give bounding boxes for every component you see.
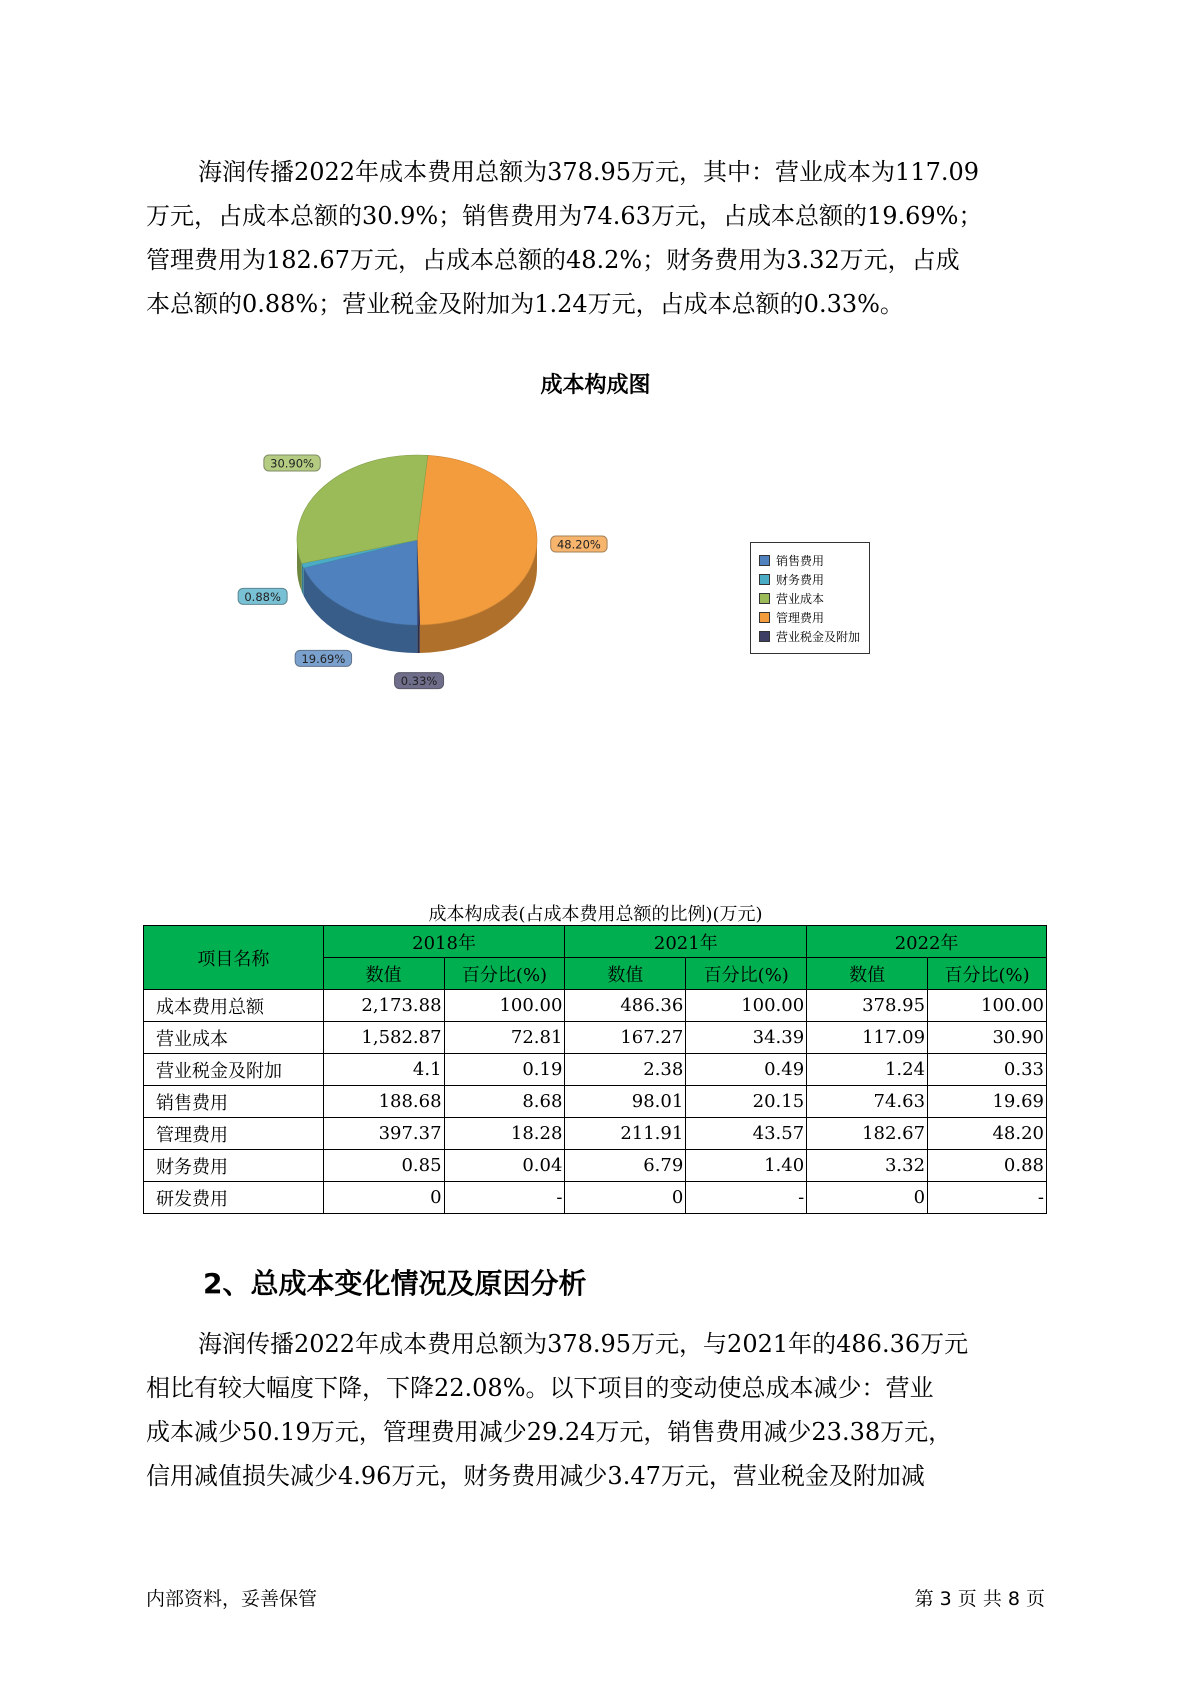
chart-legend [750,542,870,654]
pie-label-text: 48.20% [556,537,601,552]
cell-pct: - [928,1182,1047,1214]
pie-data-label [295,650,351,666]
cell-value: 2.38 [565,1054,686,1086]
legend-label: 营业成本 [776,592,825,606]
cell-value: 1.24 [807,1054,928,1086]
cell-value: 74.63 [807,1086,928,1118]
table-row [144,990,1047,1022]
section-paragraph [146,1322,1056,1498]
header-value: 数值 [807,958,928,990]
cost-table [143,925,1047,1214]
cell-pct: 72.81 [444,1022,565,1054]
cell-value: 0 [565,1182,686,1214]
cell-value: 182.67 [807,1118,928,1150]
intro-paragraph [146,150,1056,326]
cell-pct: 0.49 [686,1054,807,1086]
cell-pct: 20.15 [686,1086,807,1118]
cell-pct: 1.40 [686,1150,807,1182]
cell-pct: 34.39 [686,1022,807,1054]
cell-pct: 100.00 [444,990,565,1022]
legend-item [759,608,861,627]
legend-label: 销售费用 [776,554,825,568]
section-line: 信用减值损失减少4.96万元，财务费用减少3.47万元，营业税金及附加减 [146,1462,925,1490]
cell-value: 3.32 [807,1150,928,1182]
table-row [144,1150,1047,1182]
cell-value: 0 [807,1182,928,1214]
cell-pct: 48.20 [928,1118,1047,1150]
row-name: 营业成本 [144,1022,324,1054]
legend-swatch [759,574,770,585]
legend-swatch [759,612,770,623]
cell-pct: 43.57 [686,1118,807,1150]
cell-value: 117.09 [807,1022,928,1054]
cell-value: 0 [323,1182,444,1214]
row-name: 营业税金及附加 [144,1054,324,1086]
table-row [144,1022,1047,1054]
pie-label-text: 0.88% [244,589,281,604]
footer-page-number: 第 3 页 共 8 页 [914,1588,1045,1610]
legend-swatch [759,555,770,566]
cell-value: 167.27 [565,1022,686,1054]
pie-side-3 [302,564,304,596]
table-row [144,1182,1047,1214]
table-row [144,1086,1047,1118]
cell-pct: 100.00 [686,990,807,1022]
row-name: 销售费用 [144,1086,324,1118]
legend-item [759,589,861,608]
section-line: 海润传播2022年成本费用总额为378.95万元，与2021年的486.36万元 [198,1330,969,1358]
row-name: 研发费用 [144,1182,324,1214]
header-value: 数值 [565,958,686,990]
cell-pct: - [686,1182,807,1214]
pie-side-1 [417,625,419,653]
intro-line: 本总额的0.88%；营业税金及附加为1.24万元，占成本总额的0.33%。 [146,290,904,318]
table-row [144,1054,1047,1086]
cell-pct: 100.00 [928,990,1047,1022]
pie-data-label [238,588,287,604]
header-year: 2022年 [807,926,1047,958]
header-item-name: 项目名称 [144,926,324,990]
cell-value: 2,173.88 [323,990,444,1022]
legend-swatch [759,631,770,642]
intro-line: 管理费用为182.67万元，占成本总额的48.2%；财务费用为3.32万元，占成 [146,246,960,274]
section-heading: 2、总成本变化情况及原因分析 [203,1267,587,1300]
legend-item [759,627,861,646]
cell-pct: 18.28 [444,1118,565,1150]
intro-line: 海润传播2022年成本费用总额为378.95万元，其中：营业成本为117.09 [198,158,980,186]
pie-data-label [551,536,607,552]
cell-value: 4.1 [323,1054,444,1086]
cell-pct: 0.04 [444,1150,565,1182]
legend-item [759,570,861,589]
section-line: 相比有较大幅度下降，下降22.08%。以下项目的变动使总成本减少：营业 [146,1374,934,1402]
cell-value: 98.01 [565,1086,686,1118]
cell-pct: 8.68 [444,1086,565,1118]
cell-pct: 0.88 [928,1150,1047,1182]
cell-pct: - [444,1182,565,1214]
pie-chart [230,440,670,700]
pie-label-text: 19.69% [301,651,346,666]
legend-label: 营业税金及附加 [776,630,861,644]
cell-value: 378.95 [807,990,928,1022]
legend-label: 管理费用 [776,611,825,625]
legend-swatch [759,593,770,604]
chart-title: 成本构成图 [540,373,651,398]
cell-pct: 0.33 [928,1054,1047,1086]
header-pct: 百分比(%) [444,958,565,990]
cell-value: 486.36 [565,990,686,1022]
legend-item [759,551,861,570]
header-value: 数值 [323,958,444,990]
cell-value: 397.37 [323,1118,444,1150]
header-pct: 百分比(%) [686,958,807,990]
row-name: 管理费用 [144,1118,324,1150]
row-name: 成本费用总额 [144,990,324,1022]
cell-value: 0.85 [323,1150,444,1182]
pie-data-label [395,673,444,689]
header-year: 2018年 [323,926,565,958]
section-line: 成本减少50.19万元，管理费用减少29.24万元，销售费用减少23.38万元， [146,1418,953,1446]
footer-confidential: 内部资料，妥善保管 [146,1588,318,1610]
cell-value: 211.91 [565,1118,686,1150]
header-pct: 百分比(%) [928,958,1047,990]
pie-data-label [264,455,320,471]
cell-pct: 0.19 [444,1054,565,1086]
cell-pct: 30.90 [928,1022,1047,1054]
cell-value: 6.79 [565,1150,686,1182]
intro-line: 万元，占成本总额的30.9%；销售费用为74.63万元，占成本总额的19.69%； [146,202,983,230]
row-name: 财务费用 [144,1150,324,1182]
cell-value: 188.68 [323,1086,444,1118]
table-row [144,1118,1047,1150]
pie-label-text: 30.90% [270,456,314,471]
pie-label-text: 0.33% [400,674,438,689]
cell-pct: 19.69 [928,1086,1047,1118]
table-caption: 成本构成表(占成本费用总额的比例)(万元) [428,904,763,925]
header-year: 2021年 [565,926,807,958]
legend-label: 财务费用 [776,573,825,587]
cell-value: 1,582.87 [323,1022,444,1054]
